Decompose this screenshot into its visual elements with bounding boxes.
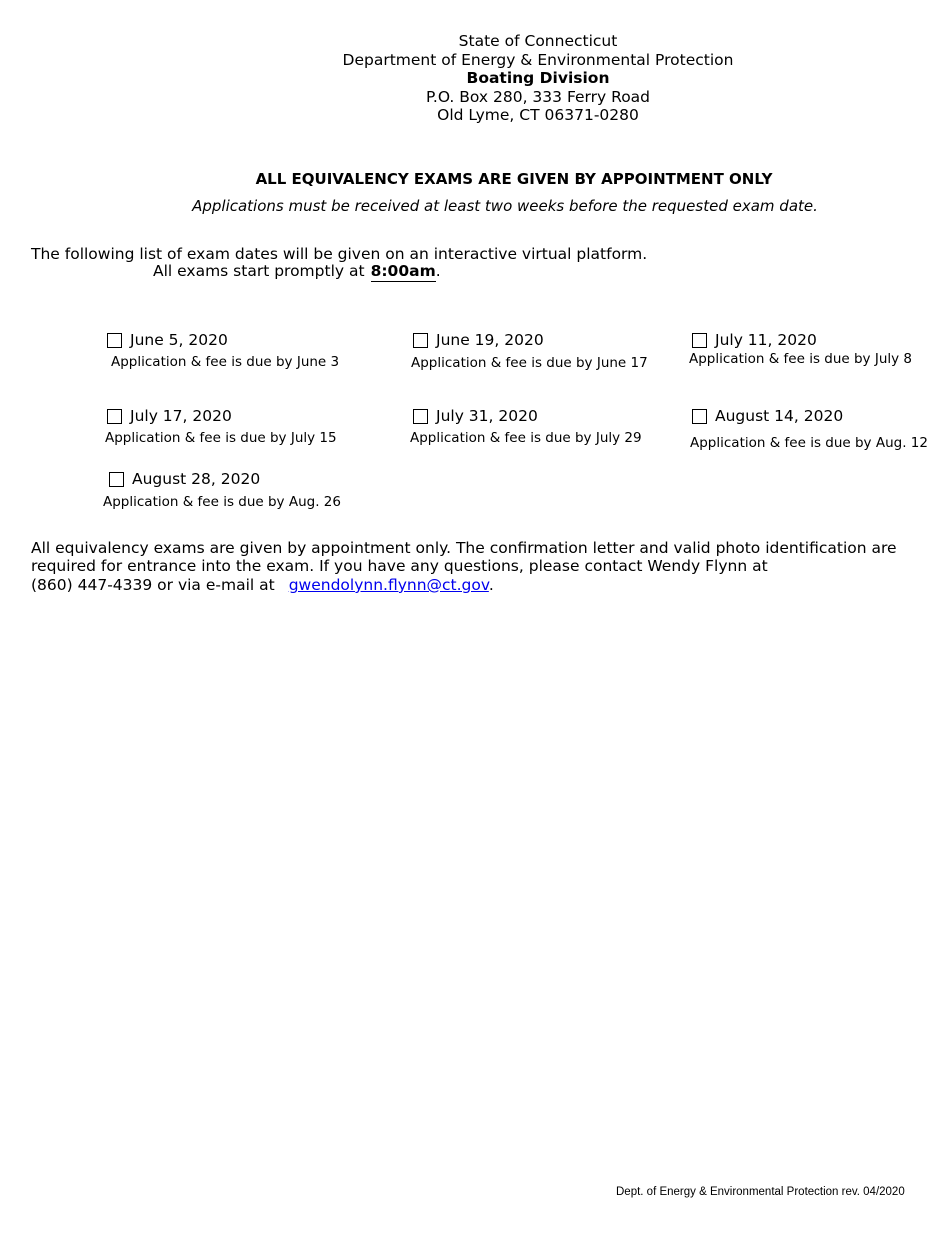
exam-checkbox-1[interactable] xyxy=(107,333,122,348)
contact-line-3 xyxy=(31,577,494,595)
exam-checkbox-3[interactable] xyxy=(692,333,707,348)
email-link[interactable]: gwendolynn.flynn@ct.gov xyxy=(288,576,489,594)
exam-checkbox-7[interactable] xyxy=(109,472,124,487)
exam-date-2: June 19, 2020 xyxy=(436,331,544,349)
exam-date-6: August 14, 2020 xyxy=(715,407,844,425)
footer-revision: Dept. of Energy & Environmental Protection rev. 04/2020 xyxy=(616,1186,905,1198)
exam-date-4: July 17, 2020 xyxy=(130,407,232,425)
notice-title: ALL EQUIVALENCY EXAMS ARE GIVEN BY APPOINTMENT ONLY xyxy=(255,170,773,188)
intro-line-1: The following list of exam dates will be given on an interactive virtual platform. xyxy=(31,245,648,263)
contact-line-3-suffix: . xyxy=(488,576,494,594)
exam-checkbox-4[interactable] xyxy=(107,409,122,424)
exam-checkbox-6[interactable] xyxy=(692,409,707,424)
exam-checkbox-5[interactable] xyxy=(413,409,428,424)
exam-date-3: July 11, 2020 xyxy=(715,331,817,349)
exam-due-5: Application & fee is due by July 29 xyxy=(410,430,642,446)
contact-paragraph xyxy=(31,540,897,595)
exam-due-2: Application & fee is due by June 17 xyxy=(411,355,648,371)
contact-line-1: All equivalency exams are given by appointment only. The confirmation letter and valid photo identification are xyxy=(31,539,897,557)
agency-header xyxy=(0,32,950,125)
intro-start-suffix: . xyxy=(435,262,441,280)
exam-checkbox-2[interactable] xyxy=(413,333,428,348)
contact-phone-text: (860) 447-4339 or via e-mail at xyxy=(31,576,275,594)
header-department: Department of Energy & Environmental Protection xyxy=(342,50,734,69)
exam-date-1: June 5, 2020 xyxy=(130,331,228,349)
contact-line-2: required for entrance into the exam. If you have any questions, please contact Wendy Flynn at xyxy=(31,556,768,575)
header-division: Boating Division xyxy=(466,69,610,88)
exam-due-4: Application & fee is due by July 15 xyxy=(105,430,337,446)
intro-line-2 xyxy=(153,262,441,280)
intro-start-prefix: All exams start promptly at xyxy=(153,262,365,280)
exam-due-3: Application & fee is due by July 8 xyxy=(689,351,913,367)
header-city: Old Lyme, CT 06371-0280 xyxy=(437,106,639,125)
header-state: State of Connecticut xyxy=(458,32,618,50)
exam-due-7: Application & fee is due by Aug. 26 xyxy=(103,494,341,510)
exam-date-5: July 31, 2020 xyxy=(436,407,538,425)
exam-due-6: Application & fee is due by Aug. 12 xyxy=(690,435,928,451)
exam-due-1: Application & fee is due by June 3 xyxy=(111,354,340,370)
exam-date-7: August 28, 2020 xyxy=(132,470,261,488)
notice-subtitle: Applications must be received at least two weeks before the requested exam date. xyxy=(192,197,818,215)
header-address: P.O. Box 280, 333 Ferry Road xyxy=(425,87,651,106)
start-time: 8:00am xyxy=(370,262,436,280)
